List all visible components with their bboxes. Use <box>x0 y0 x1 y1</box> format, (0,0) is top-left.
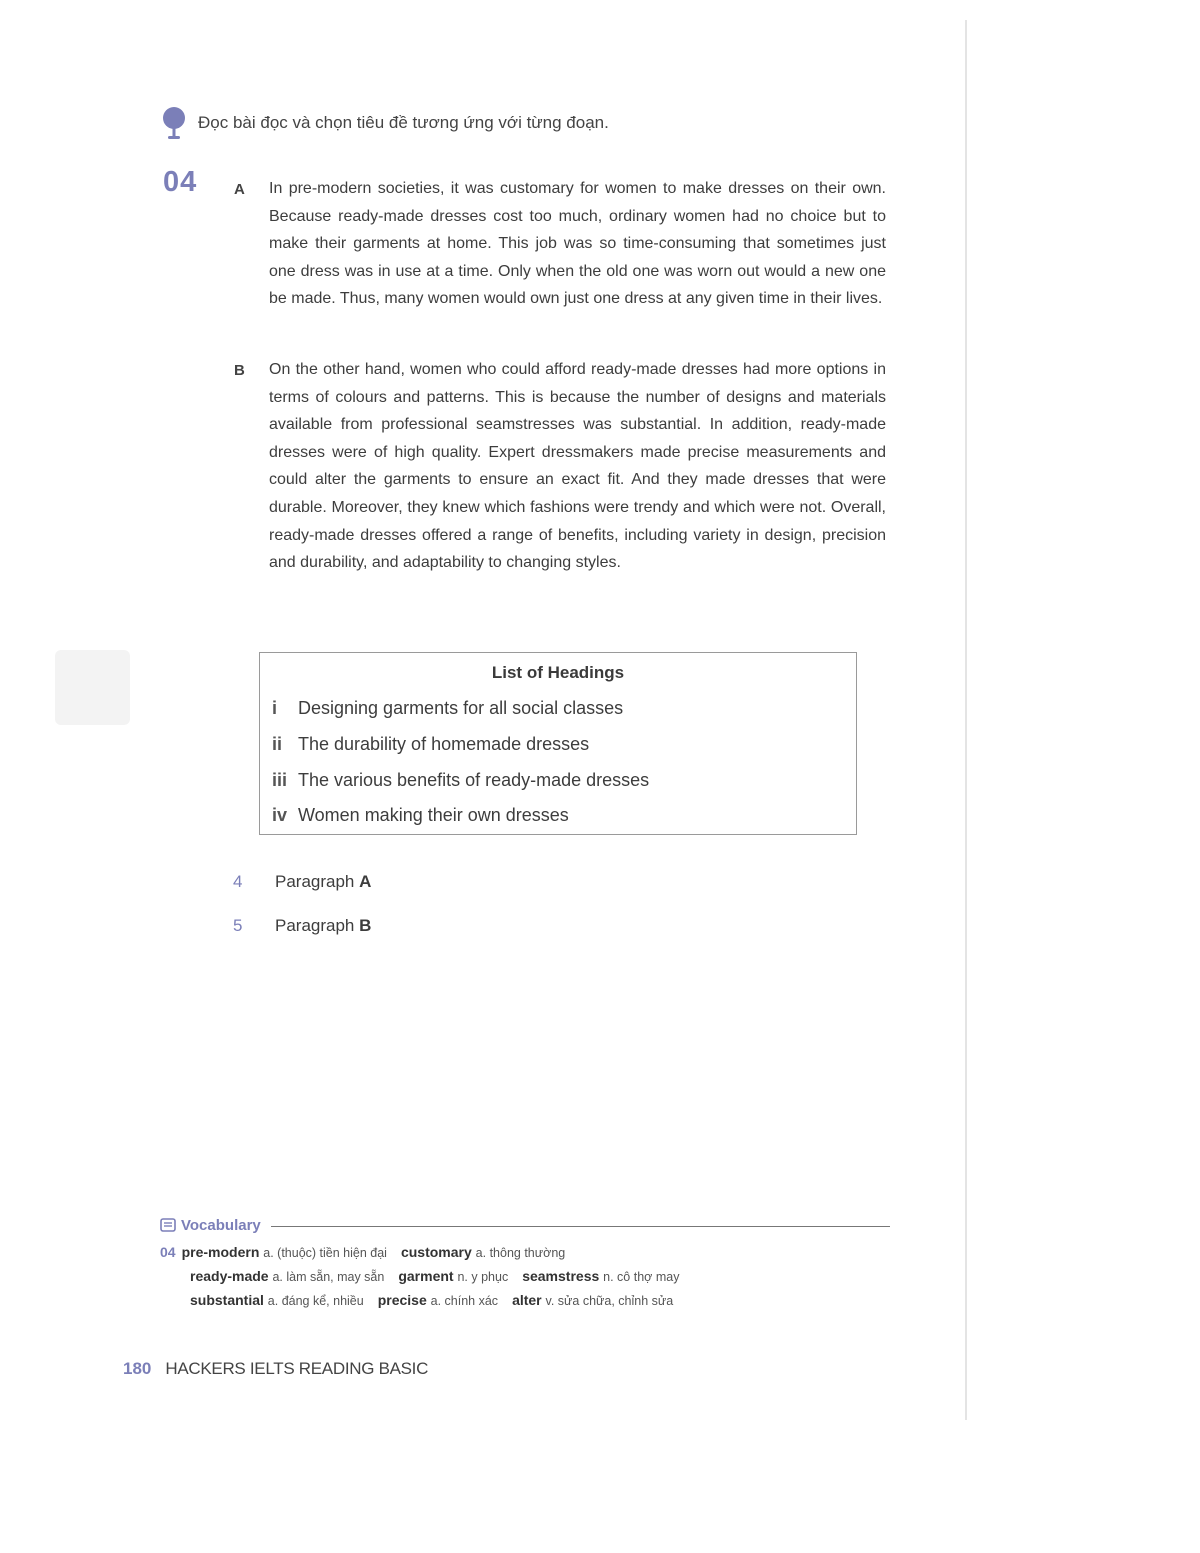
vocab-term: customary <box>400 1244 472 1260</box>
heading-text: The durability of homemade dresses <box>298 734 590 754</box>
question-paragraph-letter: A <box>359 872 372 891</box>
question-number: 4 <box>233 872 243 891</box>
vocabulary-title: Vocabulary <box>181 1216 261 1234</box>
heading-number: i <box>272 698 278 718</box>
heading-text: Designing garments for all social classes <box>298 698 624 718</box>
question-paragraph-letter: B <box>359 916 372 935</box>
question-text: Paragraph <box>275 872 360 891</box>
book-icon <box>160 1217 176 1233</box>
paragraph-a-text: In pre-modern societies, it was customary for women to make dresses on their own. Because ready-made dresses cost too much, ordinary women had no choice but to make their garments at home. This job was so time-consuming that sometimes just one dress was in use at a time. Only when the old one was worn out would a new one be made. Thus, many women would own just one dress at any given time in their lives. <box>269 180 886 308</box>
page-footer <box>123 1359 428 1379</box>
paragraph-label-b: B <box>234 362 245 379</box>
heading-number: ii <box>272 734 283 754</box>
vocab-definition: v. sửa chữa, chỉnh sửa <box>545 1294 674 1308</box>
vocab-definition: n. cô thợ may <box>603 1270 680 1284</box>
book-title: HACKERS IELTS READING BASIC <box>165 1359 429 1378</box>
vocab-term: pre-modern <box>181 1244 260 1260</box>
vocab-term: ready-made <box>190 1268 269 1284</box>
paragraph-label-a: A <box>234 181 245 198</box>
pin-icon <box>160 106 188 140</box>
instruction-text: Đọc bài đọc và chọn tiêu đề tương ứng với từng đoạn. <box>198 113 609 132</box>
vocab-definition: n. y phục <box>457 1270 509 1284</box>
vocabulary-row <box>190 1292 687 1308</box>
question-text: Paragraph <box>275 916 360 935</box>
heading-item <box>272 698 623 719</box>
vocabulary-rule <box>271 1226 890 1227</box>
vocab-term: precise <box>377 1292 427 1308</box>
heading-item <box>272 770 649 791</box>
heading-item <box>272 805 569 826</box>
paragraph-b-text: On the other hand, women who could afford ready-made dresses had more options in terms of colours and patterns. This is because the number of designs and materials available from professional seamstresses was substantial. In addition, ready-made dresses were of high quality. Expert dressmakers made precise measurements and could alter the garments to ensure an exact fit. And they made dresses that were durable. Moreover, they knew which fashions were trendy and which were not. Overall, ready-made dresses offered a range of benefits, including variety in design, precision and durability, and adaptability to changing styles. <box>269 361 886 572</box>
vocab-term: seamstress <box>522 1268 600 1284</box>
headings-box <box>259 652 857 835</box>
vocab-definition: a. đáng kể, nhiều <box>267 1294 364 1308</box>
headings-title: List of Headings <box>491 663 625 682</box>
page-edge <box>965 20 967 1420</box>
vocabulary-question-number: 04 <box>160 1244 176 1260</box>
vocab-term: alter <box>512 1292 542 1308</box>
vocabulary-row <box>160 1244 579 1260</box>
vocab-definition: a. làm sẵn, may sẵn <box>272 1270 385 1284</box>
heading-text: The various benefits of ready-made dresses <box>298 770 650 790</box>
vocab-definition: a. (thuộc) tiền hiện đại <box>263 1246 387 1260</box>
heading-number: iii <box>272 770 288 790</box>
vocab-definition: a. chính xác <box>430 1294 499 1308</box>
question-group-number: 04 <box>163 166 198 198</box>
heading-number: iv <box>272 805 288 825</box>
question-5[interactable] <box>233 916 371 936</box>
vocabulary-row <box>190 1268 693 1284</box>
instruction <box>160 103 609 143</box>
vocab-term: garment <box>398 1268 454 1284</box>
heading-item <box>272 734 589 755</box>
question-number: 5 <box>233 916 243 935</box>
page-number: 180 <box>123 1359 152 1378</box>
vocabulary-header <box>160 1213 890 1237</box>
heading-text: Women making their own dresses <box>298 805 569 825</box>
scan-smudge <box>55 650 130 725</box>
vocab-term: substantial <box>190 1292 264 1308</box>
vocab-definition: a. thông thường <box>475 1246 566 1260</box>
question-4[interactable] <box>233 872 371 892</box>
